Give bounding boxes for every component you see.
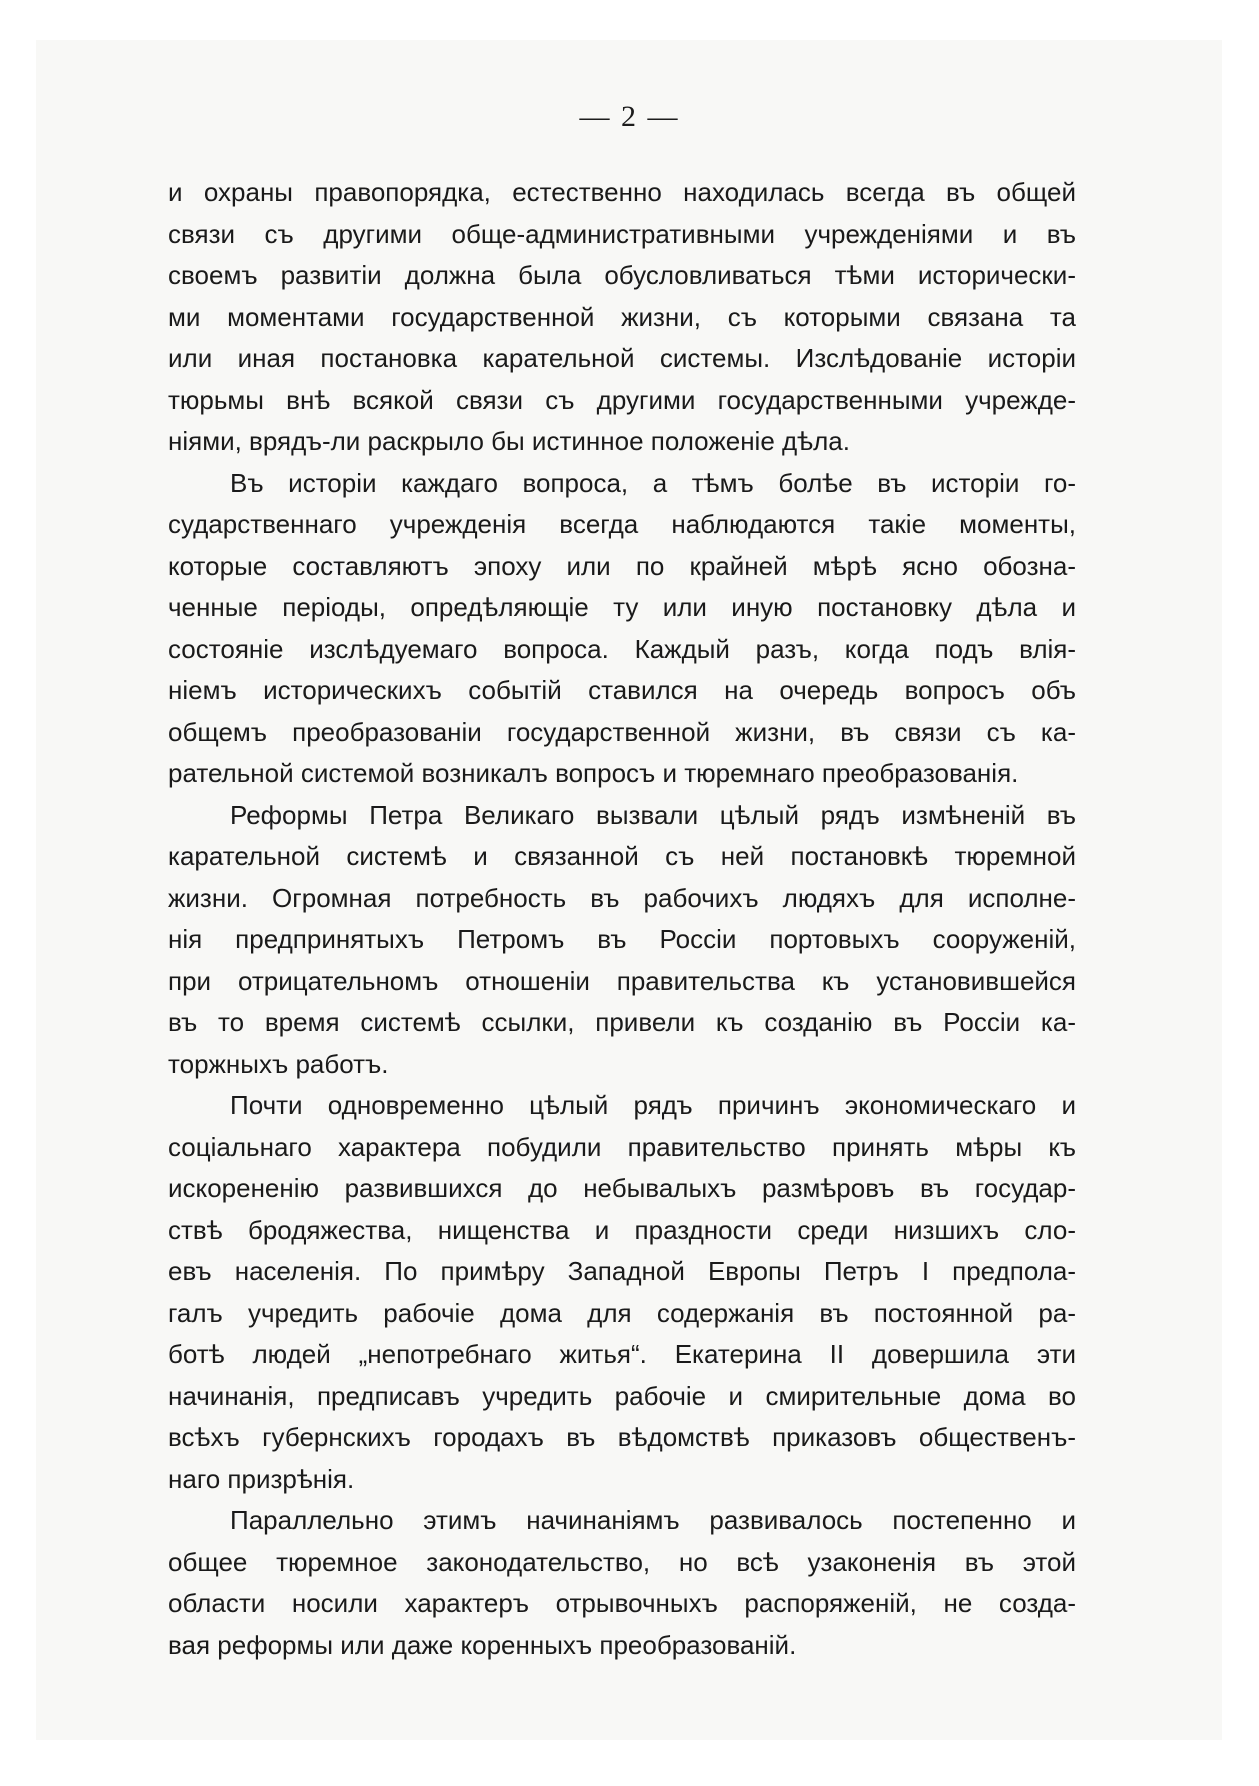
text-line: галъ учредить рабочіе дома для содержанія въ постоянной ра- bbox=[168, 1297, 1076, 1328]
text-line: области носили характеръ отрывочныхъ распоряженій, не созда- bbox=[168, 1588, 1076, 1618]
text-line: сударственнаго учрежденія всегда наблюдаются такіе моменты, bbox=[168, 509, 1076, 539]
page-number: — 2 — bbox=[579, 100, 680, 133]
text-line: нія предпринятыхъ Петромъ въ Россіи портовыхъ сооруженій, bbox=[168, 924, 1076, 954]
text-line: вая реформы или даже коренныхъ преобразованій. bbox=[168, 1629, 797, 1660]
text-line: или иная постановка карательной системы. Изслѣдованіе исторіи bbox=[168, 343, 1076, 373]
text-line: Въ исторіи каждаго вопроса, а тѣмъ болѣе въ исторіи го- bbox=[230, 467, 1076, 498]
text-line: торжныхъ работъ. bbox=[168, 1048, 389, 1079]
text-line: Параллельно этимъ начинаніямъ развивалось постепенно и bbox=[230, 1505, 1076, 1535]
text-line: при отрицательномъ отношеніи правительства къ установившейся bbox=[168, 965, 1076, 996]
body-text bbox=[168, 172, 1076, 1666]
text-line: Почти одновременно цѣлый рядъ причинъ экономическаго и bbox=[230, 1090, 1076, 1120]
paragraph bbox=[168, 463, 1076, 795]
text-line: въ то время системѣ ссылки, привели къ созданію въ Россіи ка- bbox=[168, 1007, 1076, 1037]
text-line: ченные періоды, опредѣляющіе ту или иную постановку дѣла и bbox=[168, 592, 1076, 622]
paragraph bbox=[168, 795, 1076, 1086]
text-line: тюрьмы внѣ всякой связи съ другими государственными учрежде- bbox=[168, 384, 1076, 415]
text-line: Реформы Петра Великаго вызвали цѣлый рядъ измѣненій въ bbox=[230, 799, 1076, 830]
text-line: карательной системѣ и связанной съ ней постановкѣ тюремной bbox=[168, 841, 1076, 871]
text-line: рательной системой возникалъ вопросъ и тюремнаго преобразованія. bbox=[168, 758, 1019, 788]
text-line: которые составляютъ эпоху или по крайней мѣрѣ ясно обозна- bbox=[168, 550, 1076, 581]
text-line: ствѣ бродяжества, нищенства и праздности среди низшихъ сло- bbox=[168, 1214, 1076, 1245]
paragraph bbox=[168, 172, 1076, 463]
text-line: общемъ преобразованіи государственной жизни, въ связи съ ка- bbox=[168, 716, 1076, 747]
text-line: ботѣ людей „непотребнаго житья“. Екатерина II довершила эти bbox=[168, 1339, 1076, 1369]
text-line: евъ населенія. По примѣру Западной Европы Петръ I предпола- bbox=[168, 1256, 1076, 1286]
text-line: всѣхъ губернскихъ городахъ въ вѣдомствѣ приказовъ общественъ- bbox=[168, 1422, 1076, 1452]
text-line: состояніе изслѣдуемаго вопроса. Каждый разъ, когда подъ влія- bbox=[168, 633, 1076, 664]
text-line: связи съ другими обще-административными учрежденіями и въ bbox=[168, 218, 1076, 249]
text-line: наго призрѣнія. bbox=[168, 1463, 355, 1494]
text-line: ніемъ историческихъ событій ставился на очередь вопросъ объ bbox=[168, 675, 1076, 705]
text-line: искорененію развившихся до небывалыхъ размѣровъ въ государ- bbox=[168, 1173, 1076, 1203]
text-line: жизни. Огромная потребность въ рабочихъ людяхъ для исполне- bbox=[168, 882, 1076, 913]
text-line: соціальнаго характера побудили правительство принять мѣры къ bbox=[168, 1131, 1076, 1162]
text-line: ніями, врядъ-ли раскрыло бы истинное положеніе дѣла. bbox=[168, 426, 850, 456]
paragraph bbox=[168, 1500, 1076, 1666]
text-line: и охраны правопорядка, естественно находилась всегда въ общей bbox=[168, 177, 1076, 207]
text-line: начинанія, предписавъ учредить рабочіе и смирительные дома во bbox=[168, 1380, 1076, 1411]
text-line: своемъ развитіи должна была обусловливаться тѣми исторически- bbox=[168, 260, 1076, 290]
paragraph bbox=[168, 1085, 1076, 1500]
text-line: общее тюремное законодательство, но всѣ узаконенія въ этой bbox=[168, 1546, 1076, 1577]
text-line: ми моментами государственной жизни, съ которыми связана та bbox=[168, 301, 1076, 332]
